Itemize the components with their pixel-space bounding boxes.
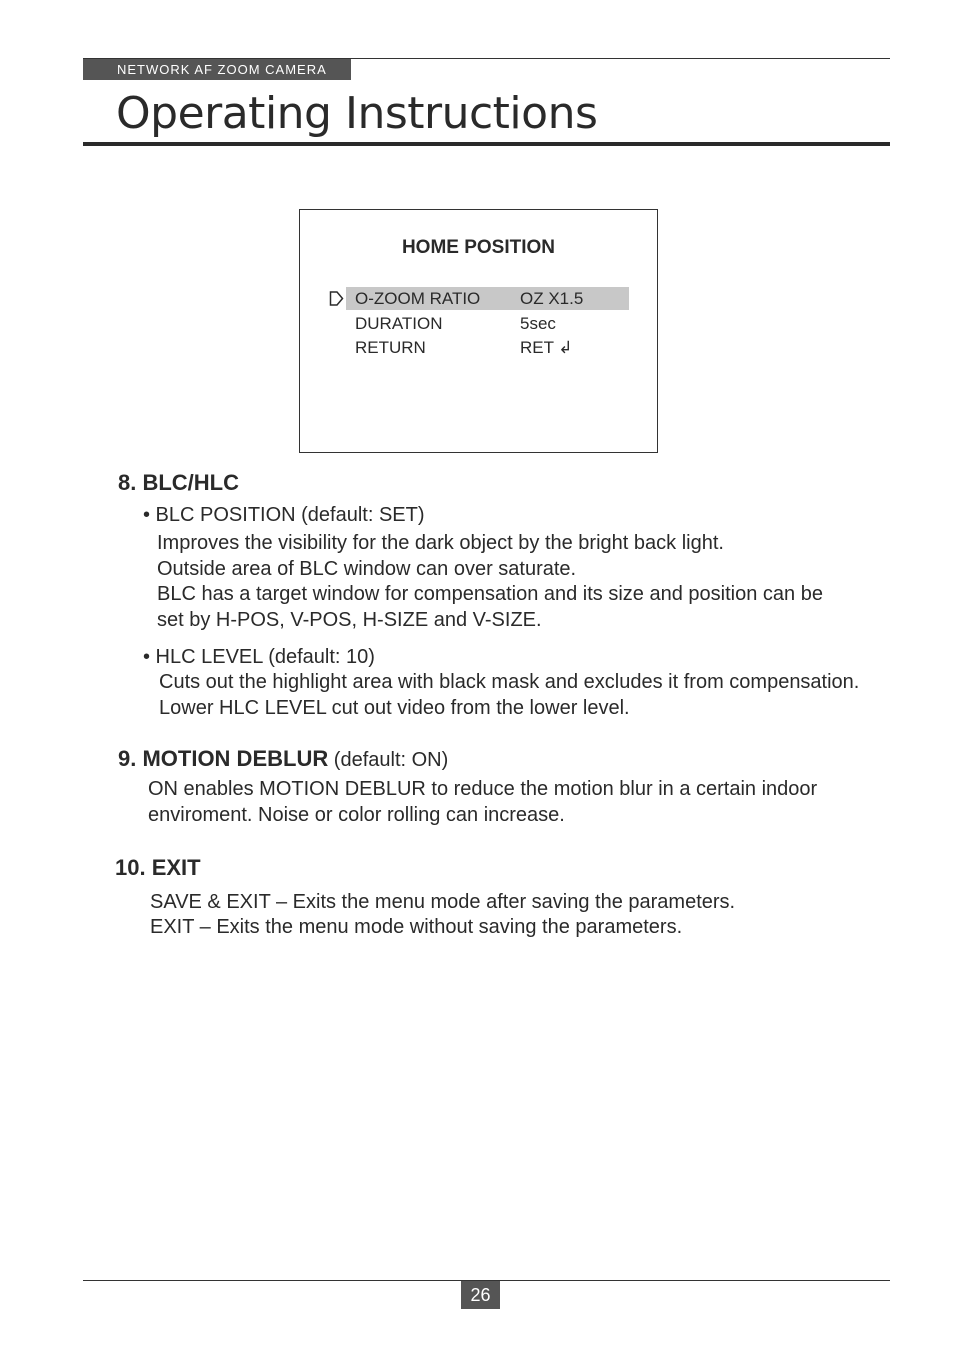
osd-row-value: 5sec — [520, 314, 556, 333]
osd-row-label: O-ZOOM RATIO — [355, 289, 481, 308]
body-line: Lower HLC LEVEL cut out video from the lower level. — [159, 697, 630, 719]
body-line: BLC has a target window for compensation and its size and position can be — [157, 583, 823, 605]
body-line: ON enables MOTION DEBLUR to reduce the motion blur in a certain indoor — [148, 778, 818, 800]
body-line: Outside area of BLC window can over saturate. — [157, 558, 577, 580]
section-heading-motion-deblur — [118, 746, 448, 772]
body-line: Improves the visibility for the dark object by the bright back light. — [157, 532, 724, 554]
section-heading-blc-hlc: 8. BLC/HLC — [118, 470, 239, 495]
section-heading-text: 9. MOTION DEBLUR — [118, 746, 329, 771]
osd-row-value: OZ X1.5 — [520, 289, 584, 308]
body-line: EXIT – Exits the menu mode without saving the parameters. — [150, 916, 683, 938]
osd-row-label: RETURN — [355, 338, 426, 357]
body-line: enviroment. Noise or color rolling can increase. — [148, 804, 565, 826]
bullet-hlc-level: • HLC LEVEL (default: 10) — [143, 646, 375, 668]
title-rule — [83, 142, 890, 146]
osd-row-label: DURATION — [355, 314, 443, 333]
osd-menu-figure — [299, 209, 658, 453]
osd-row-value: RET ↲ — [520, 338, 573, 357]
page-number: 26 — [461, 1281, 500, 1309]
page-title: Operating Instructions — [116, 88, 598, 139]
body-line: SAVE & EXIT – Exits the menu mode after saving the parameters. — [150, 891, 736, 913]
cursor-arrow-icon — [329, 291, 344, 306]
osd-menu-title: HOME POSITION — [401, 237, 556, 258]
section-heading-default: (default: ON) — [328, 749, 449, 771]
product-tab: NETWORK AF ZOOM CAMERA — [83, 59, 351, 80]
section-heading-exit: 10. EXIT — [115, 855, 201, 880]
bullet-blc-position: • BLC POSITION (default: SET) — [143, 504, 425, 526]
body-line: set by H-POS, V-POS, H-SIZE and V-SIZE. — [157, 609, 542, 631]
body-line: Cuts out the highlight area with black mask and excludes it from compensation. — [159, 671, 860, 693]
